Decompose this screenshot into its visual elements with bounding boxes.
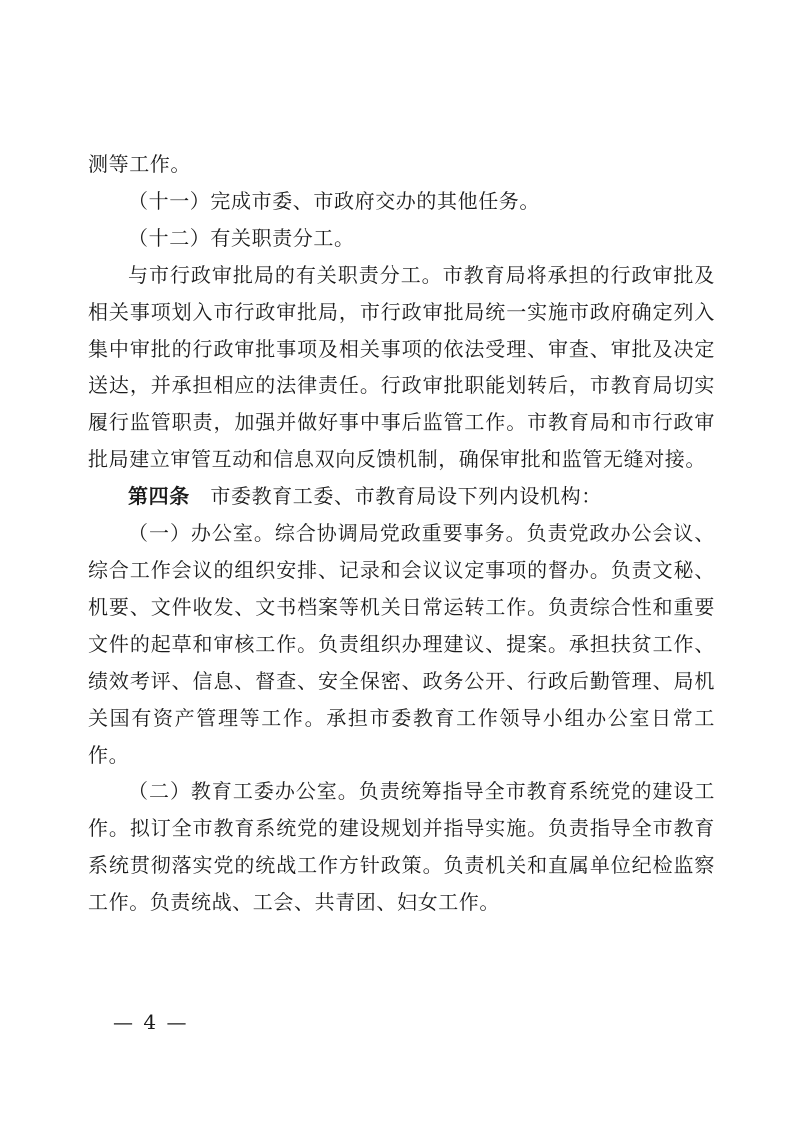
paragraph-item-11: （十一）完成市委、市政府交办的其他任务。 — [128, 188, 540, 213]
article-heading: 第四条 — [128, 484, 190, 509]
document-body — [88, 146, 715, 921]
paragraph-continuation: 测等工作。 — [88, 152, 191, 176]
paragraph-division-of-duties: 与市行政审批局的有关职责分工。市教育局将承担的行政审批及相关事项划入市行政审批局，市行政审批局统一实施市政府确定列入集中审批的行政审批事项及相关事项的依法受理、审查、审批及决定送达，并承担相应的法律责任。行政审批职能划转后，市教育局切实履行监管职责，加强并做好事中事后监管工作。市教育局和市行政审批局建立审管互动和信息双向反馈机制，确保审批和监管无缝对接。 — [88, 262, 715, 472]
paragraph-education-committee-office: （二）教育工委办公室。负责统筹指导全市教育系统党的建设工作。拟订全市教育系统党的建设规划并指导实施。负责指导全市教育系统贯彻落实党的统战工作方针政策。负责机关和直属单位纪检监察工作。负责统战、工会、共青团、妇女工作。 — [88, 779, 715, 915]
paragraph-item-12: （十二）有关职责分工。 — [128, 225, 355, 250]
page-number: — 4 — — [113, 1010, 189, 1034]
paragraph-office: （一）办公室。综合协调局党政重要事务。负责党政办公会议、综合工作会议的组织安排、记录和会议议定事项的督办。负责文秘、机要、文件收发、文书档案等机关日常运转工作。负责综合性和重要文件的起草和审核工作。负责组织办理建议、提案。承担扶贫工作、绩效考评、信息、督查、安全保密、政务公开、行政后勤管理、局机关国有资产管理等工作。承担市委教育工作领导小组办公室日常工作。 — [88, 521, 715, 767]
article-text: 市委教育工委、市教育局设下列内设机构： — [189, 484, 602, 509]
paragraph-article-4 — [88, 478, 715, 515]
